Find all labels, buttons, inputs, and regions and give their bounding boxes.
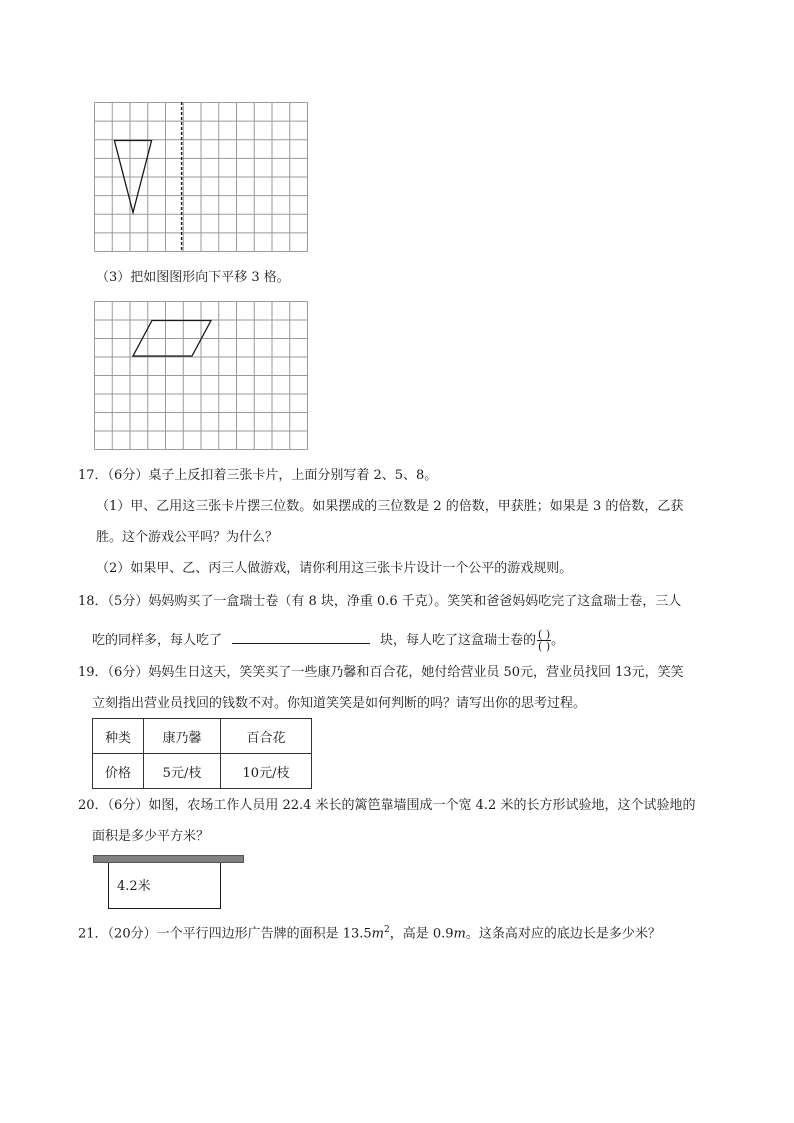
q18-line2-middle: 块，每人吃了这盒瑞士卷的 <box>380 633 537 648</box>
q16-part3-text: （3）把如图图形向下平移 3 格。 <box>96 270 290 285</box>
q21-superscript: 2 <box>384 925 390 935</box>
wall-bar <box>93 855 244 863</box>
grid-lines <box>95 302 308 450</box>
q21-part3: 。这条高对应的底边长是多少米？ <box>465 926 661 942</box>
q20-line1: 20．（6分）如图，农场工作人员用 22.4 米长的篱笆靠墙围成一个宽 4.2 米的长方形试验地，这个试验地的 <box>78 798 696 813</box>
q18-line2-end: 。 <box>551 633 565 648</box>
q21-part2: ，高是 0.9 <box>389 926 454 942</box>
grid-parallelogram-svg <box>94 301 308 450</box>
grid-figure-triangle <box>94 102 308 252</box>
table-cell: 种类 <box>93 719 144 754</box>
q18-line2-start: 吃的同样多，每人吃了 <box>92 633 223 648</box>
q21-text <box>78 922 661 942</box>
table-cell: 价格 <box>93 754 144 789</box>
q21-unit-m2: m <box>453 926 466 942</box>
table-cell: 10元/枝 <box>221 754 312 789</box>
q20-line2: 面积是多少平方米？ <box>92 829 210 844</box>
price-table <box>92 718 312 789</box>
answer-blank[interactable] <box>232 631 370 644</box>
grid-triangle-svg <box>94 102 308 252</box>
q17-stem: 17．（6分）桌子上反扣着三张卡片，上面分别写着 2、5、8。 <box>78 468 438 483</box>
grid-lines <box>95 103 308 252</box>
grid-figure-parallelogram <box>94 301 308 450</box>
q19-line2: 立刻指出营业员找回的钱数不对。你知道笑笑是如何判断的吗？请写出你的思考过程。 <box>92 696 587 711</box>
q18-line1: 18．（5分）妈妈购买了一盒瑞士卷（有 8 块，净重 0.6 千克）。笑笑和爸爸妈妈吃完了这盒瑞士卷，三人 <box>78 594 682 609</box>
table-cell: 百合花 <box>221 719 312 754</box>
fraction-numerator: ( ) <box>538 628 551 641</box>
table-row <box>93 754 312 789</box>
field-width-label: 4.2米 <box>117 879 151 894</box>
q21-unit-m: m <box>371 926 384 942</box>
fraction-denominator: ( ) <box>538 640 551 653</box>
q17-part1-line1: （1）甲、乙用这三张卡片摆三位数。如果摆成的三位数是 2 的倍数，甲获胜；如果是 3 的倍数，乙获 <box>96 499 684 514</box>
table-cell: 康乃馨 <box>144 719 221 754</box>
table-row <box>93 719 312 754</box>
table-cell: 5元/枝 <box>144 754 221 789</box>
q21-part1: 21．（20分）一个平行四边形广告牌的面积是 13.5 <box>78 926 372 942</box>
q19-line1: 19．（6分）妈妈生日这天，笑笑买了一些康乃馨和百合花，她付给营业员 50元，营业员找回 13元，笑笑 <box>78 665 684 680</box>
q18-line2 <box>92 629 564 652</box>
q17-part2: （2）如果甲、乙、丙三人做游戏，请你利用这三张卡片设计一个公平的游戏规则。 <box>96 561 573 576</box>
q17-part1-line2: 胜。这个游戏公平吗？为什么？ <box>96 530 279 545</box>
fraction-blank[interactable] <box>537 629 551 652</box>
